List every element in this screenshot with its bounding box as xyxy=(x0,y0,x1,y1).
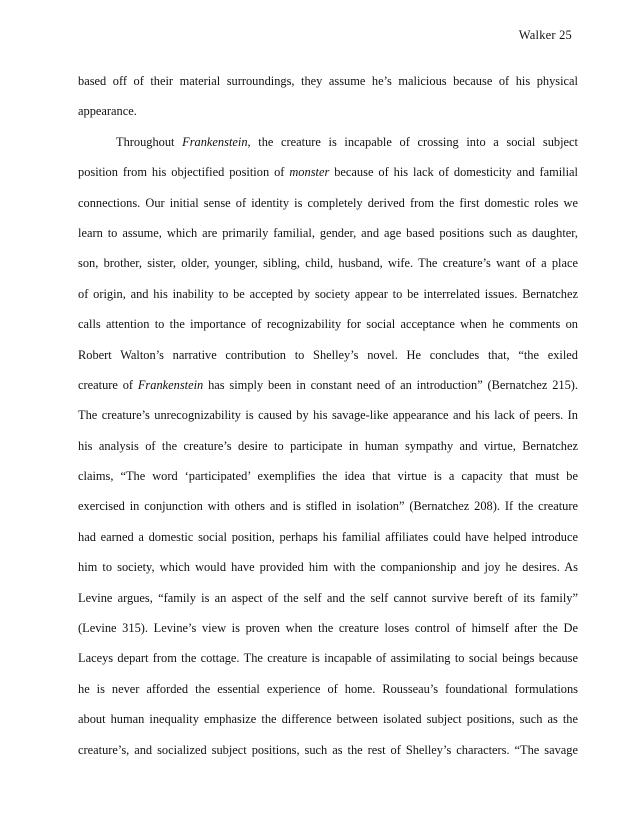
text-line xyxy=(78,613,578,643)
text-segment: learn to assume, which are primarily familial, gender, and age based positions such as daughter, xyxy=(78,225,578,240)
text-segment: calls attention to the importance of recognizability for social acceptance when he comments on xyxy=(78,317,578,332)
text-line xyxy=(78,461,578,491)
text-segment: him to society, which would have provided him with the companionship and joy he desires. As xyxy=(78,560,578,575)
text-line xyxy=(78,370,578,400)
text-line xyxy=(78,340,578,370)
text-segment: creature of xyxy=(78,377,138,392)
text-line xyxy=(78,248,578,278)
text-segment: has simply been in constant need of an introduction” (Bernatchez 215). xyxy=(203,377,578,392)
text-line xyxy=(78,127,578,157)
running-head: Walker 25 xyxy=(518,28,572,42)
text-segment: had earned a domestic social position, perhaps his familial affiliates could have helped introduce xyxy=(78,529,578,544)
text-segment: of origin, and his inability to be accepted by society appear to be interrelated issues. Bernatchez xyxy=(78,286,578,301)
text-segment: Robert Walton’s narrative contribution to Shelley’s novel. He concludes that, “the exiled xyxy=(78,347,578,362)
text-line xyxy=(78,583,578,613)
text-line xyxy=(78,431,578,461)
text-line xyxy=(78,522,578,552)
text-segment: , the creature is incapable of crossing into a social subject xyxy=(247,134,578,149)
text-segment: (Levine 315). Levine’s view is proven when the creature loses control of himself after the De xyxy=(78,621,578,636)
text-segment: The creature’s unrecognizability is caused by his savage-like appearance and his lack of peers. In xyxy=(78,408,578,423)
text-segment: Levine argues, “family is an aspect of the self and the self cannot survive bereft of its family” xyxy=(78,590,578,605)
text-segment: about human inequality emphasize the difference between isolated subject positions, such as the xyxy=(78,712,578,727)
italic-title: monster xyxy=(289,165,330,180)
text-segment: connections. Our initial sense of identity is completely derived from the first domestic roles we xyxy=(78,195,578,210)
text-segment: he is never afforded the essential experience of home. Rousseau’s foundational formulations xyxy=(78,681,578,696)
text-segment: creature’s, and socialized subject positions, such as the rest of Shelley’s characters. “The savage xyxy=(78,742,578,757)
text-segment: his analysis of the creature’s desire to participate in human sympathy and virtue, Bernatchez xyxy=(78,438,578,453)
text-line xyxy=(78,735,578,765)
text-line xyxy=(78,400,578,430)
text-line xyxy=(78,96,578,126)
text-segment: exercised in conjunction with others and is stifled in isolation” (Bernatchez 208). If the creature xyxy=(78,499,578,514)
text-segment: son, brother, sister, older, younger, sibling, child, husband, wife. The creature’s want of a place xyxy=(78,256,578,271)
text-line xyxy=(78,66,578,96)
italic-title: Frankenstein xyxy=(137,377,204,392)
text-segment: Laceys depart from the cottage. The creature is incapable of assimilating to social beings because xyxy=(78,651,578,666)
text-segment: Throughout xyxy=(116,134,183,149)
text-segment: appearance. xyxy=(78,104,137,119)
text-line xyxy=(78,188,578,218)
text-segment: claims, “The word ‘participated’ exemplifies the idea that virtue is a capacity that must be xyxy=(78,469,578,484)
text-line xyxy=(78,279,578,309)
text-line xyxy=(78,309,578,339)
text-line xyxy=(78,218,578,248)
text-segment: based off of their material surroundings, they assume he’s malicious because of his physical xyxy=(78,74,578,88)
text-segment: position from his objectified position of xyxy=(78,165,290,180)
text-line xyxy=(78,552,578,582)
body-text xyxy=(78,66,578,765)
italic-title: Frankenstein xyxy=(182,134,248,149)
text-line xyxy=(78,674,578,704)
text-line xyxy=(78,643,578,673)
text-line xyxy=(78,491,578,521)
text-segment: because of his lack of domesticity and familial xyxy=(329,165,578,180)
text-line xyxy=(78,157,578,187)
text-line xyxy=(78,704,578,734)
